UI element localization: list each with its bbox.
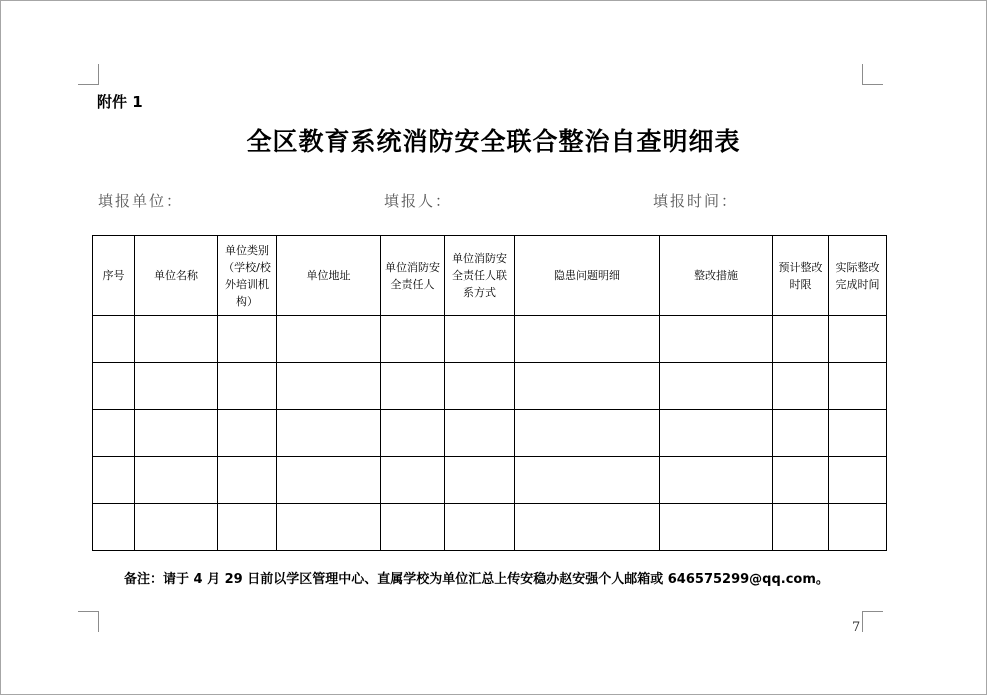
table-cell[interactable]	[773, 363, 829, 410]
header-unit-address[interactable]: 单位地址	[277, 236, 381, 316]
table-cell[interactable]	[218, 316, 277, 363]
table-cell[interactable]	[773, 316, 829, 363]
table-cell[interactable]	[829, 410, 887, 457]
table-cell[interactable]	[218, 363, 277, 410]
table-cell[interactable]	[135, 410, 218, 457]
inspection-table	[92, 235, 887, 551]
field-reporting-unit[interactable]: 填报单位：	[98, 192, 184, 210]
table-cell[interactable]	[445, 457, 515, 504]
table-cell[interactable]	[829, 316, 887, 363]
table-cell[interactable]	[829, 504, 887, 551]
table-cell[interactable]	[93, 504, 135, 551]
table-cell[interactable]	[445, 363, 515, 410]
crop-mark-bottom-left	[78, 611, 99, 632]
table-cell[interactable]	[277, 316, 381, 363]
table-cell[interactable]	[829, 363, 887, 410]
table-cell[interactable]	[135, 363, 218, 410]
table-cell[interactable]	[135, 316, 218, 363]
table-cell[interactable]	[515, 316, 660, 363]
table-row	[93, 363, 887, 410]
table-cell[interactable]	[660, 363, 773, 410]
table-cell[interactable]	[515, 457, 660, 504]
table-cell[interactable]	[381, 457, 445, 504]
table-cell[interactable]	[515, 504, 660, 551]
table-cell[interactable]	[277, 457, 381, 504]
table-cell[interactable]	[277, 410, 381, 457]
header-rectification-measures[interactable]: 整改措施	[660, 236, 773, 316]
table-cell[interactable]	[218, 504, 277, 551]
field-reporter[interactable]: 填报人：	[384, 192, 453, 210]
document-title[interactable]: 全区教育系统消防安全联合整治自查明细表	[246, 127, 741, 156]
table-cell[interactable]	[93, 410, 135, 457]
table-cell[interactable]	[277, 363, 381, 410]
table-row	[93, 410, 887, 457]
field-reporting-time[interactable]: 填报时间：	[653, 192, 739, 210]
table-cell[interactable]	[381, 410, 445, 457]
crop-mark-top-right	[862, 64, 883, 85]
header-responsible-contact[interactable]: 单位消防安全责任人联系方式	[445, 236, 515, 316]
footnote[interactable]: 备注：请于 4 月 29 日前以学区管理中心、直属学校为单位汇总上传安稳办赵安强个人邮箱或 646575299@qq.com。	[124, 572, 829, 587]
table-cell[interactable]	[515, 410, 660, 457]
table-cell[interactable]	[773, 457, 829, 504]
table-cell[interactable]	[93, 457, 135, 504]
table-cell[interactable]	[135, 504, 218, 551]
table-cell[interactable]	[773, 504, 829, 551]
crop-mark-top-left	[78, 64, 99, 85]
header-index[interactable]: 序号	[93, 236, 135, 316]
table-row	[93, 504, 887, 551]
table-row	[93, 457, 887, 504]
table-cell[interactable]	[660, 410, 773, 457]
table-header-row	[93, 236, 887, 316]
table-cell[interactable]	[93, 363, 135, 410]
table-cell[interactable]	[218, 410, 277, 457]
header-unit-category[interactable]: 单位类别（学校/校外培训机构）	[218, 236, 277, 316]
table-cell[interactable]	[445, 504, 515, 551]
table-cell[interactable]	[218, 457, 277, 504]
table-cell[interactable]	[660, 504, 773, 551]
table-cell[interactable]	[135, 457, 218, 504]
header-actual-completion[interactable]: 实际整改完成时间	[829, 236, 887, 316]
table-cell[interactable]	[381, 363, 445, 410]
table-cell[interactable]	[93, 316, 135, 363]
table-cell[interactable]	[829, 457, 887, 504]
table-cell[interactable]	[660, 457, 773, 504]
table-cell[interactable]	[445, 316, 515, 363]
header-hazard-details[interactable]: 隐患问题明细	[515, 236, 660, 316]
table-cell[interactable]	[660, 316, 773, 363]
page-number: 7	[852, 620, 861, 635]
header-expected-deadline[interactable]: 预计整改时限	[773, 236, 829, 316]
table-cell[interactable]	[277, 504, 381, 551]
table-cell[interactable]	[773, 410, 829, 457]
crop-mark-bottom-right	[862, 611, 883, 632]
table-cell[interactable]	[381, 316, 445, 363]
header-unit-name[interactable]: 单位名称	[135, 236, 218, 316]
table-row	[93, 316, 887, 363]
table-cell[interactable]	[381, 504, 445, 551]
attachment-label: 附件 1	[97, 93, 143, 111]
table-cell[interactable]	[445, 410, 515, 457]
header-responsible-person[interactable]: 单位消防安全责任人	[381, 236, 445, 316]
table-cell[interactable]	[515, 363, 660, 410]
